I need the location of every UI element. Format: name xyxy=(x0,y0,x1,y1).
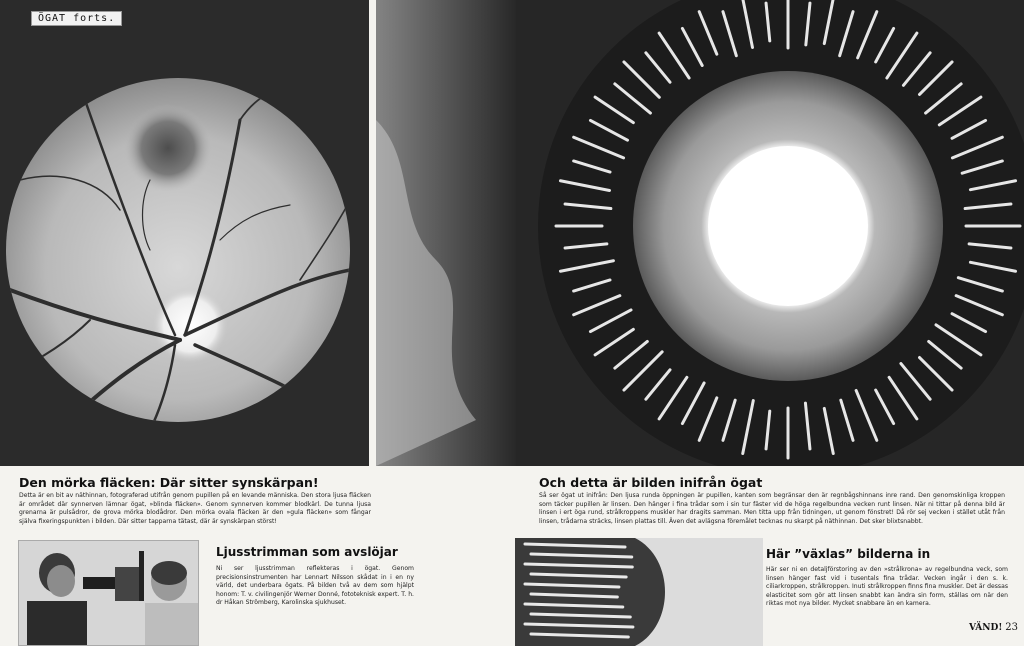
inset-left-body: Ni ser ljusstrimman reflekteras i ögat. Genom precisionsinstrumenten har Lennart Nilsson skådat in i en ny värld, det underbara ögats. På bilden två av dem som hjälpt honom: T. v. civilingenjör Werner Donné, fototeknisk expert. T. h. dr Håkan Strömberg, Karolinska sjukhuset. xyxy=(216,565,414,607)
macula-spot xyxy=(124,104,212,192)
inset-left-headline: Ljusstrimman som avslöjar xyxy=(216,545,398,559)
optic-disc xyxy=(152,287,228,363)
right-caption-body: Så ser ögat ut inifrån: Den ljusa runda öppningen är pupillen, kanten som begränsar den är regnbågshinnans inre rand. Den genomskinliga kroppen som täcker pupillen är linsen. Den hänger i fina trådar som i sin tur fäster vid de höga regelbundna vecken runt linsen. När ni tittar på denna bild är linsen i ert öga rund, strålkroppens muskler har dragits samman. Men titta upp från tidningen, ut genom fönstret! Då rör sej vecken i stället utåt från linsen, trådarna sträcks, linsen plattas till. Även det avlägsna föremålet tecknas nu skarpt på näthinnan. Det sker blixtsnabbt. xyxy=(539,492,1005,525)
retina-illustration xyxy=(0,0,369,466)
lens-illustration xyxy=(376,0,1024,466)
page-footer xyxy=(969,622,1018,633)
section-tag: ÖGAT forts. xyxy=(31,11,122,26)
pupil-opening xyxy=(708,146,868,306)
page-gutter xyxy=(369,0,376,466)
inset-right-body: Här ser ni en detaljförstoring av den »strålkrona» av regelbundna veck, som linsen hänger fast vid i tusentals fina trådar. Vecken ingår i den s. k. ciliarkroppen, strålkroppen. Inuti strålkroppen finns fina muskler. Det är dessas elasticitet som gör att linsen snabbt kan ändra sin form, ställas om när den riktas mot nya bilder. Mycket snabbare än en kamera. xyxy=(766,566,1008,608)
lens-photo xyxy=(376,0,1024,466)
inset-right-headline: Här ”växlas” bilderna in xyxy=(766,547,931,561)
lab-photo-illustration xyxy=(19,541,198,645)
left-caption-headline: Den mörka fläcken: Där sitter synskärpan! xyxy=(19,475,319,490)
page-number: 23 xyxy=(1005,622,1018,633)
lab-photo xyxy=(18,540,199,646)
turn-page-label: VÄND! xyxy=(969,623,1003,633)
left-caption-body: Detta är en bit av näthinnan, fotograferad utifrån genom pupillen på en levande människa. Den stora ljusa fläcken är området där synnerven lämnar ögat, »blinda fläcken». Genom synnerven kommer blodkärl. De tunna ljusa grenarna är pulsådror, de grova mörka blodådror. Den mörka ovala fläcken är den »gula fläcken» som fångar själva fixeringspunkten i bilden. Där sitter tapparna tätast, där är synskärpan störst! xyxy=(19,492,371,525)
retina-photo xyxy=(0,0,369,466)
right-caption-headline: Och detta är bilden inifrån ögat xyxy=(539,475,763,490)
ciliary-detail-illustration xyxy=(515,538,763,646)
ciliary-detail-photo xyxy=(515,538,763,646)
